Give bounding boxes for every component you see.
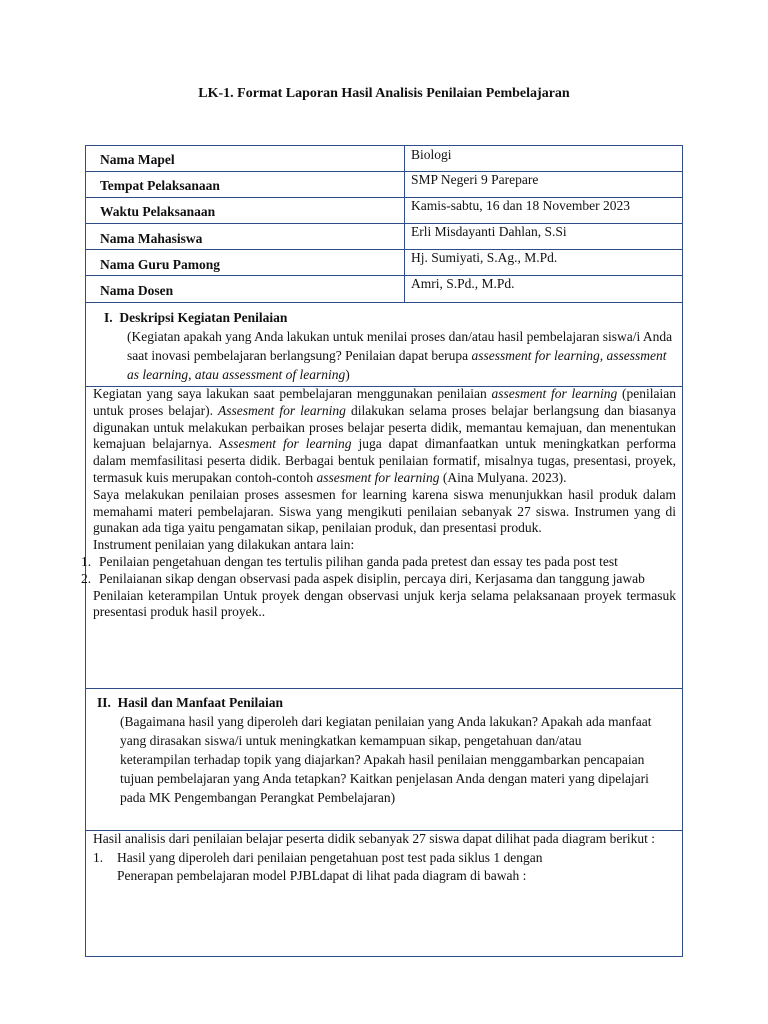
page-title: LK-1. Format Laporan Hasil Analisis Penilaian Pembelajaran xyxy=(198,86,570,101)
info-value-tempat: SMP Negeri 9 Parepare xyxy=(411,172,539,187)
section2-body xyxy=(93,830,665,886)
list-item: 1. Hasil yang diperoleh dari penilaian pengetahuan post test pada siklus 1 dengan xyxy=(93,849,543,865)
info-label-mapel: Nama Mapel xyxy=(100,152,175,167)
row-divider xyxy=(85,688,683,689)
info-label-mahasiswa: Nama Mahasiswa xyxy=(100,231,203,246)
section1-description: (Kegiatan apakah yang Anda lakukan untuk menilai proses dan/atau hasil pembelajaran siswa/i Anda saat inovasi pembelajaran berlangsung? Penilaian dapat berupa assessment for learning, assessment as learning, atau assessment of learning) xyxy=(127,329,673,382)
info-value-guru: Hj. Sumiyati, S.Ag., M.Pd. xyxy=(411,250,558,265)
row-divider xyxy=(85,223,683,224)
section1-paragraph-2: Saya melakukan penilaian proses assesmen for learning karena siswa menunjukkan hasil produk dalam memahami materi pembelajaran. Siswa yang mengikuti penilaian sebanyak 27 siswa. Instrumen yang di gunakan ada tiga yaitu pengamatan sikap, penilaian produk, dan presentasi produk. xyxy=(93,486,676,536)
row-divider xyxy=(85,171,683,172)
section2-header xyxy=(97,693,677,807)
info-value-mahasiswa: Erli Misdayanti Dahlan, S.Si xyxy=(411,224,567,239)
row-divider xyxy=(85,249,683,250)
section1-paragraph-4: Penilaian keterampilan Untuk proyek dengan observasi unjuk kerja selama pelaksanaan proyek termasuk presentasi produk hasil proyek.. xyxy=(93,587,676,620)
section1-header xyxy=(104,308,674,384)
info-value-dosen: Amri, S.Pd., M.Pd. xyxy=(411,276,515,291)
info-label-guru: Nama Guru Pamong xyxy=(100,257,221,272)
info-label-tempat: Tempat Pelaksanaan xyxy=(100,178,220,193)
list-item-continuation: Penerapan pembelajaran model PJBLdapat di lihat pada diagram di bawah : xyxy=(117,868,527,883)
section2-paragraph-1: Hasil analisis dari penilaian belajar peserta didik sebanyak 27 siswa dapat dilihat pada diagram berikut : xyxy=(93,831,655,846)
row-divider xyxy=(85,302,683,303)
row-divider xyxy=(85,275,683,276)
section2-description: (Bagaimana hasil yang diperoleh dari kegiatan penilaian yang Anda lakukan? Apakah ada manfaat yang dirasakan siswa/i untuk meningkatkan kemampuan sikap, pengetahuan dan/atau keterampilan terhadap topik yang diajarkan? Apakah hasil penilaian menggambarkan pencapaian tujuan pembelajaran yang Anda tetapkan? Kaitkan penjelasan Anda dengan materi yang dipelajari pada MK Pengembangan Perangkat Pembelajaran) xyxy=(120,714,652,805)
section1-heading: I. Deskripsi Kegiatan Penilaian xyxy=(104,310,288,325)
section1-body xyxy=(81,386,676,621)
section1-paragraph-3: Instrument penilaian yang dilakukan antara lain: xyxy=(93,537,355,553)
info-value-mapel: Biologi xyxy=(411,147,452,162)
section2-heading: II. Hasil dan Manfaat Penilaian xyxy=(97,695,284,710)
info-label-dosen: Nama Dosen xyxy=(100,283,174,298)
info-value-waktu: Kamis-sabtu, 16 dan 18 November 2023 xyxy=(411,198,630,213)
list-item: 2. Penilaianan sikap dengan observasi pada aspek disiplin, percaya diri, Kerjasama dan tanggung jawab xyxy=(81,570,645,586)
section1-paragraph-1: Kegiatan yang saya lakukan saat pembelajaran menggunakan penilaian assesment for learning (penilaian untuk proses belajar). Assesment for learning dilakukan selama proses belajar berlangsung dan biasanya digunakan untuk melakukan perbaikan proses belajar peserta didik, memantau kemajuan, dan menentukan kemajuan belajarnya. Assesment for learning juga dapat dimanfaatkan untuk meningkatkan performa dalam memfasilitasi peserta didik. Berbagai bentuk penilaian formatif, misalnya tugas, presentasi, proyek, termasuk kuis merupakan contoh-contoh assesment for learning (Aina Mulyana. 2023). xyxy=(93,386,676,485)
list-item: 1. Penilaian pengetahuan dengan tes tertulis pilihan ganda pada pretest dan essay tes pada post test xyxy=(81,553,618,569)
info-label-waktu: Waktu Pelaksanaan xyxy=(100,204,216,219)
